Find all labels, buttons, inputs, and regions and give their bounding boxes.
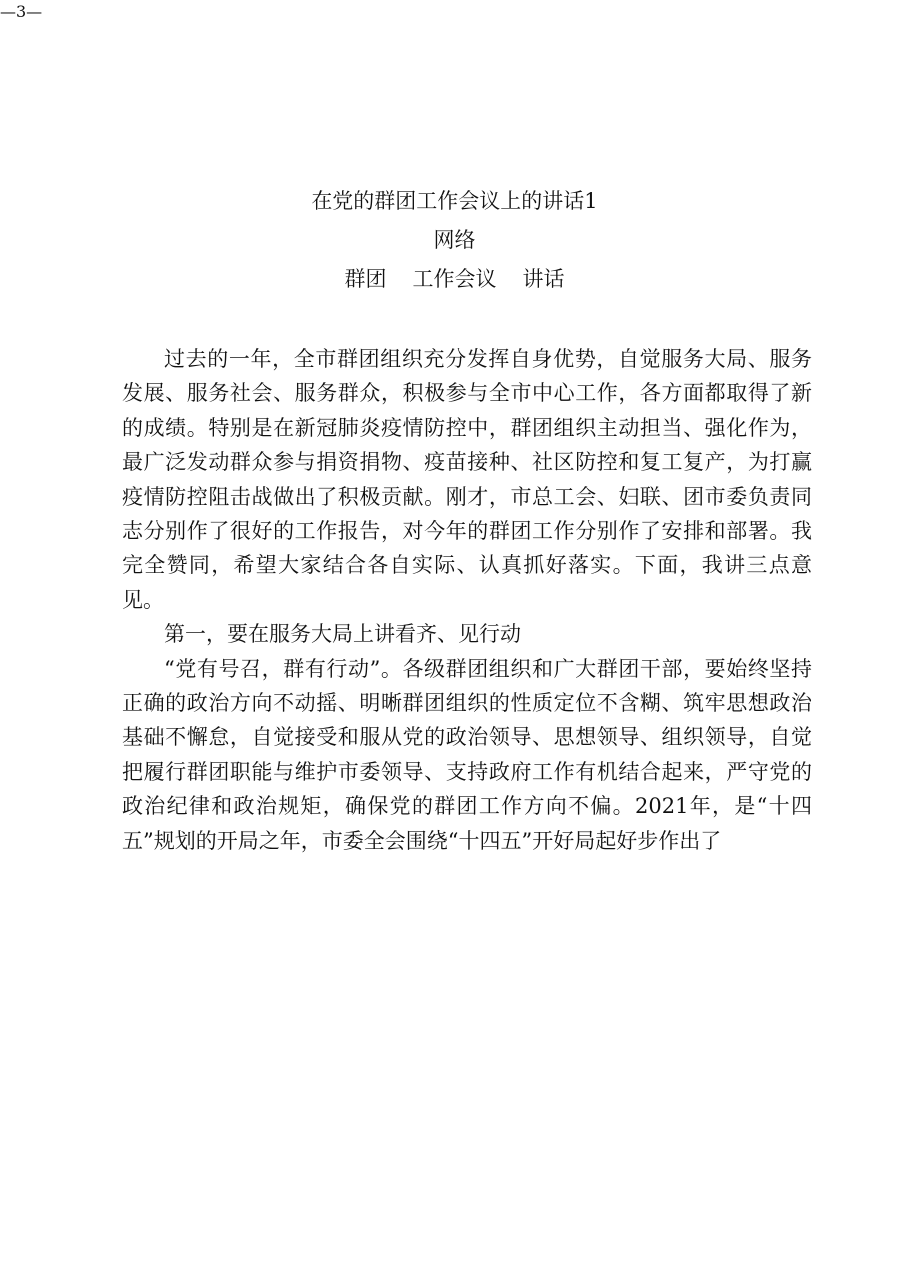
tag-item: 群团 [344,267,387,291]
document-source: 网络 [433,228,476,252]
body-paragraph: “党有号召，群有行动”。各级群团组织和广大群团干部，要始终坚持正确的政治方向不动摇、明晰群团组织的性质定位不含糊、筑牢思想政治基础不懈怠，自觉接受和服从党的政治领导、思想领导、组织领导，自觉把履行群团职能与维护市委领导、支持政府工作有机结合起来，严守党的政治纪律和政治规矩，确保党的群团工作方向不偏。2021年，是“十四五”规划的开局之年，市委全会围绕“十四五”开好局起好步作出了 [122,656,812,853]
page-number: —3— [0,2,43,21]
section-heading: 第一，要在服务大局上讲看齐、见行动 [164,622,521,647]
document-header [0,182,909,299]
tag-item: 工作会议 [412,267,497,291]
document-tags [0,260,909,299]
document-title: 在党的群团工作会议上的讲话1 [311,189,598,213]
body-paragraph: 过去的一年，全市群团组织充分发挥自身优势，自觉服务大局、服务发展、服务社会、服务群众，积极参与全市中心工作，各方面都取得了新的成绩。特别是在新冠肺炎疫情防控中，群团组织主动担当、强化作为，最广泛发动群众参与捐资捐物、疫苗接种、社区防控和复工复产，为打赢疫情防控阻击战做出了积极贡献。刚才，市总工会、妇联、团市委负责同志分别作了很好的工作报告，对今年的群团工作分别作了安排和部署。我完全赞同，希望大家结合各自实际、认真抓好落实。下面，我讲三点意见。 [122,347,812,612]
document-body [122,342,812,858]
tag-item: 讲话 [522,267,565,291]
